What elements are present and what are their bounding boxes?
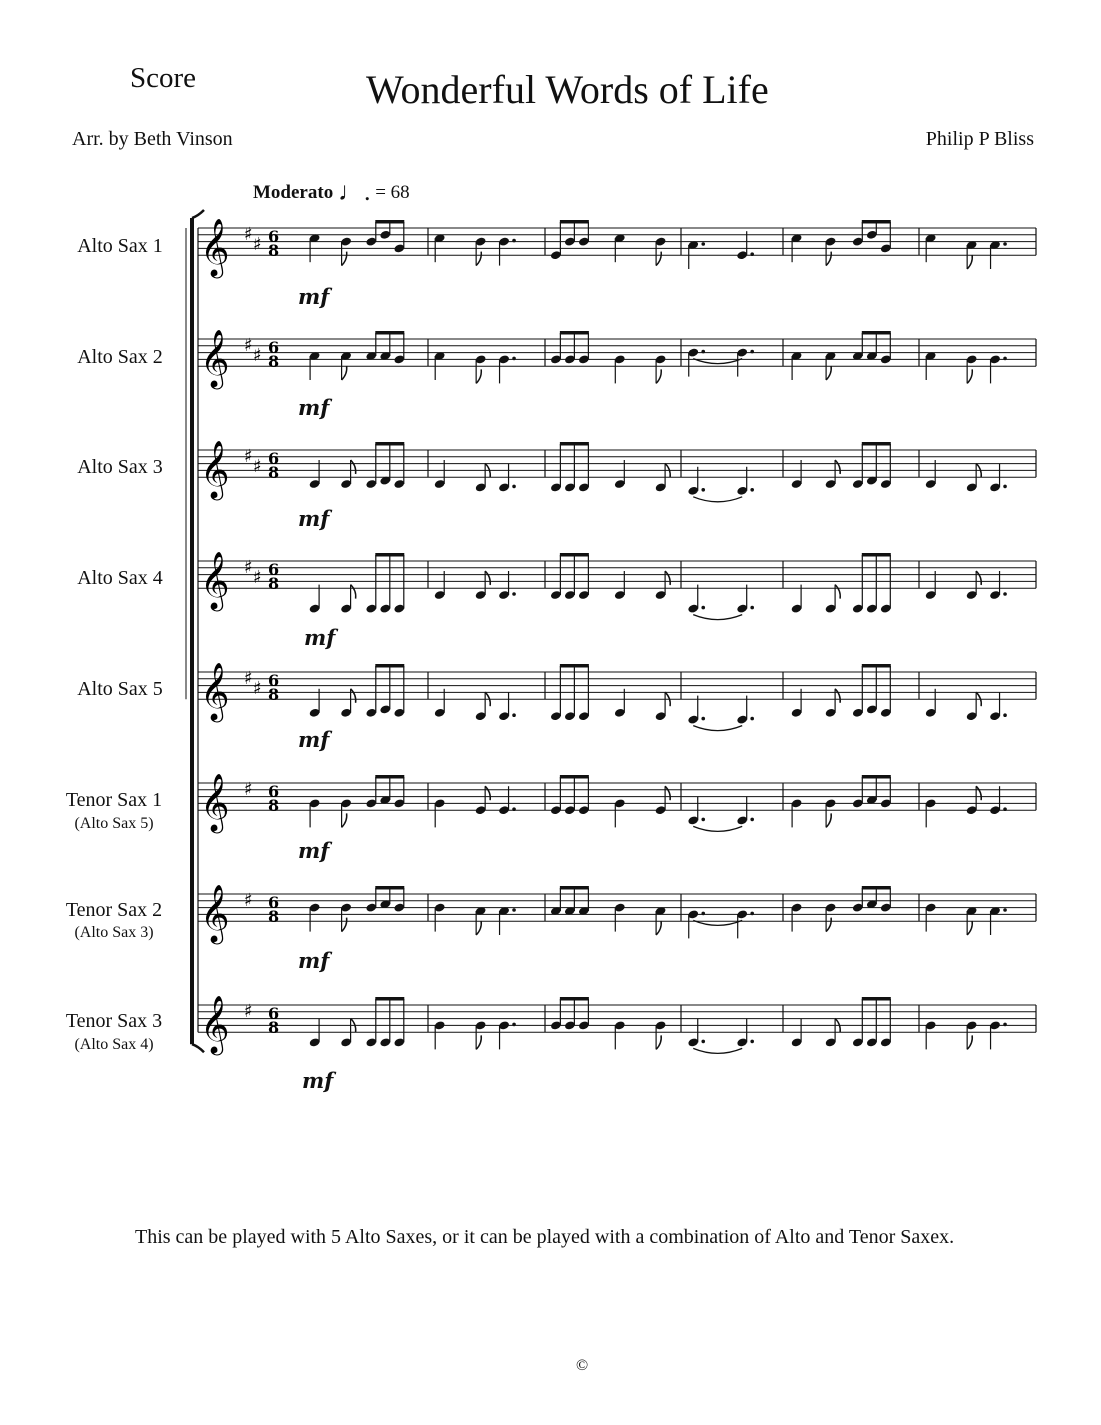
sharp-icon: ♯ bbox=[253, 345, 262, 366]
dynamic-marking: mf bbox=[298, 948, 330, 973]
note-dot bbox=[750, 252, 754, 256]
note-flag bbox=[826, 252, 831, 266]
note-flag bbox=[967, 1035, 972, 1049]
note-dot bbox=[512, 908, 516, 912]
staff-name: Alto Sax 4 bbox=[77, 567, 163, 589]
note-flag bbox=[656, 369, 661, 383]
dynamic-marking: mf bbox=[298, 838, 330, 863]
sharp-icon: ♯ bbox=[253, 456, 262, 477]
note-beam bbox=[560, 331, 589, 335]
sharp-icon: ♯ bbox=[244, 779, 253, 800]
note-beam bbox=[560, 220, 589, 224]
tempo-bpm: = 68 bbox=[375, 182, 410, 203]
note-dot bbox=[1003, 1023, 1007, 1027]
note-flag bbox=[976, 571, 981, 585]
time-signature-top: 6 bbox=[268, 338, 280, 357]
note-flag bbox=[351, 585, 356, 599]
dynamic-marking: mf bbox=[298, 284, 330, 309]
note-dot bbox=[701, 606, 705, 610]
note-beam bbox=[375, 442, 404, 446]
note-dot bbox=[701, 242, 705, 246]
time-signature-bottom: 8 bbox=[268, 463, 280, 482]
time-signature-top: 6 bbox=[268, 1004, 280, 1023]
note-beam bbox=[862, 664, 891, 668]
note-beam bbox=[862, 331, 891, 335]
note-dot bbox=[701, 717, 705, 721]
note-beam bbox=[375, 886, 404, 890]
note-dot bbox=[1003, 713, 1007, 717]
composer-credit: Philip P Bliss bbox=[925, 128, 1034, 150]
note-dot bbox=[1003, 242, 1007, 246]
note-flag bbox=[342, 813, 347, 827]
tie bbox=[693, 1048, 742, 1053]
note-beam bbox=[560, 775, 589, 779]
note-beam bbox=[560, 553, 589, 557]
dotted-quarter-note-icon: ♩. bbox=[337, 177, 371, 206]
dynamic-marking: mf bbox=[298, 395, 330, 420]
tie bbox=[693, 826, 742, 831]
note-beam bbox=[560, 664, 589, 668]
time-signature-top: 6 bbox=[268, 671, 280, 690]
time-signature-bottom: 8 bbox=[268, 574, 280, 593]
note-dot bbox=[1003, 357, 1007, 361]
note-beam bbox=[375, 220, 404, 224]
staff-subname: (Alto Sax 4) bbox=[74, 1036, 154, 1053]
note-beam bbox=[560, 997, 589, 1001]
treble-clef-icon: 𝄞 bbox=[200, 551, 230, 610]
note-dot bbox=[512, 592, 516, 596]
note-flag bbox=[476, 921, 481, 935]
staff-name: Alto Sax 3 bbox=[77, 456, 163, 478]
note-dot bbox=[512, 239, 516, 243]
sharp-icon: ♯ bbox=[244, 557, 253, 578]
time-signature-bottom: 8 bbox=[268, 352, 280, 371]
note-dot bbox=[1003, 908, 1007, 912]
treble-clef-icon: 𝄞 bbox=[200, 440, 230, 499]
note-dot bbox=[750, 912, 754, 916]
note-flag bbox=[342, 366, 347, 380]
note-dot bbox=[512, 807, 516, 811]
note-flag bbox=[665, 571, 670, 585]
sharp-icon: ♯ bbox=[244, 890, 253, 911]
note-flag bbox=[485, 786, 490, 800]
note-flag bbox=[342, 252, 347, 266]
note-flag bbox=[967, 921, 972, 935]
note-flag bbox=[656, 1035, 661, 1049]
note-flag bbox=[976, 786, 981, 800]
note-dot bbox=[701, 350, 705, 354]
note-dot bbox=[512, 485, 516, 489]
note-dot bbox=[1003, 807, 1007, 811]
staff-name: Alto Sax 5 bbox=[77, 678, 163, 700]
note-beam bbox=[862, 553, 891, 557]
time-signature-top: 6 bbox=[268, 560, 280, 579]
note-beam bbox=[560, 886, 589, 890]
page-title: Wonderful Words of Life bbox=[366, 67, 769, 112]
note-dot bbox=[750, 1040, 754, 1044]
staff-name: Tenor Sax 2 bbox=[65, 899, 163, 921]
note-flag bbox=[967, 369, 972, 383]
note-flag bbox=[476, 369, 481, 383]
note-dot bbox=[701, 1040, 705, 1044]
sharp-icon: ♯ bbox=[244, 668, 253, 689]
time-signature-top: 6 bbox=[268, 449, 280, 468]
note-flag bbox=[835, 689, 840, 703]
note-dot bbox=[750, 818, 754, 822]
note-beam bbox=[560, 442, 589, 446]
performance-note: This can be played with 5 Alto Saxes, or it can be played with a combination of Alto and Tenor Saxex. bbox=[135, 1226, 955, 1248]
note-flag bbox=[835, 460, 840, 474]
time-signature-top: 6 bbox=[268, 893, 280, 912]
note-flag bbox=[826, 366, 831, 380]
note-flag bbox=[351, 689, 356, 703]
note-beam bbox=[862, 442, 891, 446]
note-dot bbox=[701, 912, 705, 916]
score-label: Score bbox=[130, 62, 197, 94]
staff-subname: (Alto Sax 5) bbox=[74, 815, 154, 832]
note-dot bbox=[701, 818, 705, 822]
note-dot bbox=[1003, 485, 1007, 489]
note-flag bbox=[351, 460, 356, 474]
sharp-icon: ♯ bbox=[253, 234, 262, 255]
arranger-credit: Arr. by Beth Vinson bbox=[72, 128, 233, 150]
sharp-icon: ♯ bbox=[244, 1001, 253, 1022]
time-signature-bottom: 8 bbox=[268, 1018, 280, 1037]
note-beam bbox=[375, 997, 404, 1001]
note-flag bbox=[342, 918, 347, 932]
note-dot bbox=[750, 717, 754, 721]
dynamic-marking: mf bbox=[302, 1068, 334, 1093]
time-signature-bottom: 8 bbox=[268, 685, 280, 704]
note-beam bbox=[862, 997, 891, 1001]
note-flag bbox=[656, 921, 661, 935]
tie bbox=[693, 726, 742, 731]
note-beam bbox=[375, 331, 404, 335]
staff-name: Tenor Sax 3 bbox=[65, 1010, 163, 1032]
note-flag bbox=[485, 571, 490, 585]
sharp-icon: ♯ bbox=[244, 224, 253, 245]
treble-clef-icon: 𝄞 bbox=[200, 995, 230, 1054]
copyright-symbol: © bbox=[576, 1357, 589, 1374]
staff-name: Tenor Sax 1 bbox=[65, 789, 163, 811]
dynamic-marking: mf bbox=[298, 506, 330, 531]
time-signature-bottom: 8 bbox=[268, 241, 280, 260]
time-signature-top: 6 bbox=[268, 227, 280, 246]
note-dot bbox=[750, 606, 754, 610]
note-dot bbox=[1003, 592, 1007, 596]
time-signature-top: 6 bbox=[268, 782, 280, 801]
note-dot bbox=[512, 713, 516, 717]
staff-name: Alto Sax 2 bbox=[77, 346, 163, 368]
dynamic-marking: mf bbox=[298, 727, 330, 752]
tempo-word: Moderato bbox=[253, 182, 334, 203]
treble-clef-icon: 𝄞 bbox=[200, 773, 230, 832]
staff-name: Alto Sax 1 bbox=[77, 235, 163, 257]
tie bbox=[693, 615, 742, 620]
treble-clef-icon: 𝄞 bbox=[200, 884, 230, 943]
note-beam bbox=[375, 775, 404, 779]
note-beam bbox=[375, 553, 404, 557]
sharp-icon: ♯ bbox=[244, 446, 253, 467]
treble-clef-icon: 𝄞 bbox=[200, 329, 230, 388]
time-signature-bottom: 8 bbox=[268, 796, 280, 815]
note-dot bbox=[750, 350, 754, 354]
time-signature-bottom: 8 bbox=[268, 907, 280, 926]
tie bbox=[693, 497, 742, 502]
treble-clef-icon: 𝄞 bbox=[200, 218, 230, 277]
note-beam bbox=[862, 220, 891, 224]
note-beam bbox=[862, 886, 891, 890]
note-flag bbox=[476, 1035, 481, 1049]
note-beam bbox=[862, 775, 891, 779]
sharp-icon: ♯ bbox=[253, 567, 262, 588]
note-flag bbox=[826, 918, 831, 932]
note-flag bbox=[656, 252, 661, 266]
treble-clef-icon: 𝄞 bbox=[200, 662, 230, 721]
note-flag bbox=[967, 255, 972, 269]
note-dot bbox=[512, 357, 516, 361]
note-beam bbox=[375, 664, 404, 668]
note-flag bbox=[835, 585, 840, 599]
note-dot bbox=[512, 1023, 516, 1027]
note-flag bbox=[665, 786, 670, 800]
sharp-icon: ♯ bbox=[244, 335, 253, 356]
note-dot bbox=[750, 488, 754, 492]
bracket-hook bbox=[192, 210, 204, 218]
staff-subname: (Alto Sax 3) bbox=[74, 924, 154, 941]
note-dot bbox=[701, 488, 705, 492]
note-flag bbox=[826, 813, 831, 827]
sharp-icon: ♯ bbox=[253, 678, 262, 699]
note-flag bbox=[476, 252, 481, 266]
dynamic-marking: mf bbox=[304, 625, 336, 650]
